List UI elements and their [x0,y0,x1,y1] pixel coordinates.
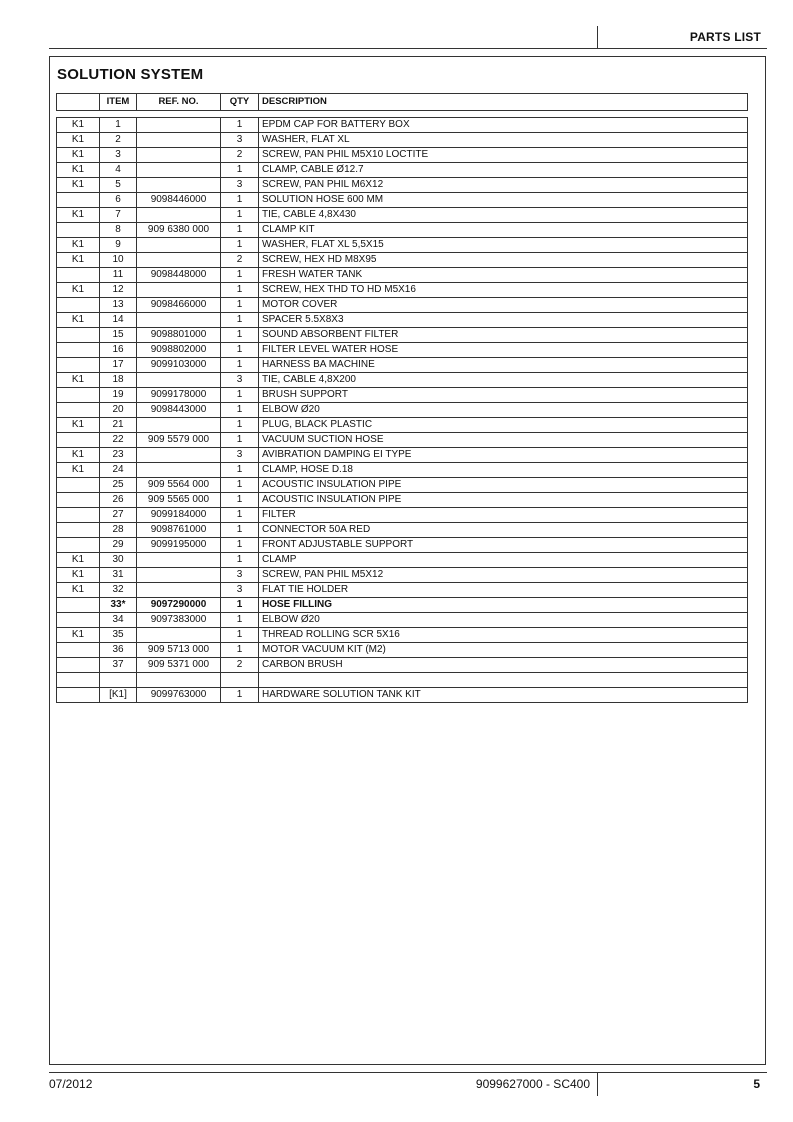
cell-kit [57,598,100,613]
parts-table-header [56,93,748,111]
cell-qty: 3 [221,583,259,598]
cell-item: 37 [100,658,137,673]
cell-ref-no [137,553,221,568]
cell-ref-no [137,673,221,688]
cell-ref-no: 9099195000 [137,538,221,553]
table-row [57,238,748,253]
cell-qty: 1 [221,388,259,403]
cell-kit: K1 [57,373,100,388]
cell-description: SOUND ABSORBENT FILTER [259,328,748,343]
cell-description: SOLUTION HOSE 600 MM [259,193,748,208]
cell-kit [57,268,100,283]
cell-qty: 1 [221,223,259,238]
footer-separator [597,1072,598,1096]
table-row [57,628,748,643]
cell-ref-no: 9099763000 [137,688,221,703]
cell-description: FRESH WATER TANK [259,268,748,283]
cell-kit [57,493,100,508]
table-row [57,163,748,178]
cell-description [259,673,748,688]
cell-kit: K1 [57,283,100,298]
cell-qty: 1 [221,208,259,223]
table-row [57,253,748,268]
table-row [57,448,748,463]
cell-item: 4 [100,163,137,178]
cell-item: 3 [100,148,137,163]
cell-ref-no [137,118,221,133]
cell-ref-no [137,448,221,463]
cell-ref-no [137,178,221,193]
section-title: SOLUTION SYSTEM [57,66,204,83]
parts-table-body [57,118,748,703]
cell-kit: K1 [57,628,100,643]
cell-qty: 1 [221,163,259,178]
cell-description: CLAMP KIT [259,223,748,238]
cell-description: HARNESS BA MACHINE [259,358,748,373]
cell-item: 17 [100,358,137,373]
cell-item: 14 [100,313,137,328]
cell-description: BRUSH SUPPORT [259,388,748,403]
cell-ref-no: 9097383000 [137,613,221,628]
cell-description: SPACER 5.5X8X3 [259,313,748,328]
cell-item: 13 [100,298,137,313]
cell-kit: K1 [57,463,100,478]
table-row [57,343,748,358]
cell-ref-no: 909 5371 000 [137,658,221,673]
cell-qty: 2 [221,658,259,673]
table-row [57,553,748,568]
cell-kit: K1 [57,163,100,178]
cell-qty: 3 [221,178,259,193]
cell-ref-no [137,163,221,178]
table-row [57,358,748,373]
cell-kit: K1 [57,313,100,328]
page-header-title: PARTS LIST [689,30,761,44]
table-row [57,403,748,418]
table-row [57,598,748,613]
cell-ref-no: 9099178000 [137,388,221,403]
table-row [57,508,748,523]
cell-qty: 1 [221,298,259,313]
cell-kit [57,223,100,238]
cell-qty: 1 [221,523,259,538]
cell-description: ACOUSTIC INSULATION PIPE [259,478,748,493]
cell-qty: 1 [221,313,259,328]
table-row [57,418,748,433]
cell-item: 32 [100,583,137,598]
cell-qty: 1 [221,628,259,643]
cell-item: 9 [100,238,137,253]
cell-item: 25 [100,478,137,493]
cell-item: [K1] [100,688,137,703]
cell-ref-no [137,628,221,643]
cell-description: WASHER, FLAT XL 5,5X15 [259,238,748,253]
table-row [57,538,748,553]
cell-description: MOTOR COVER [259,298,748,313]
table-row [57,583,748,598]
cell-description: THREAD ROLLING SCR 5X16 [259,628,748,643]
header-rule [49,48,767,49]
cell-ref-no: 9098448000 [137,268,221,283]
cell-ref-no [137,313,221,328]
cell-kit [57,538,100,553]
cell-ref-no: 909 5565 000 [137,493,221,508]
cell-item: 6 [100,193,137,208]
cell-item: 16 [100,343,137,358]
cell-kit [57,508,100,523]
table-row [57,658,748,673]
cell-kit: K1 [57,568,100,583]
cell-kit: K1 [57,253,100,268]
cell-ref-no [137,283,221,298]
cell-kit [57,193,100,208]
cell-ref-no: 9098443000 [137,403,221,418]
table-row [57,133,748,148]
cell-description: FILTER LEVEL WATER HOSE [259,343,748,358]
cell-description: FILTER [259,508,748,523]
cell-qty: 3 [221,448,259,463]
cell-description: CLAMP, HOSE D.18 [259,463,748,478]
cell-item: 15 [100,328,137,343]
table-row [57,568,748,583]
cell-qty: 3 [221,373,259,388]
cell-item: 35 [100,628,137,643]
cell-kit: K1 [57,208,100,223]
cell-qty: 1 [221,118,259,133]
cell-qty: 1 [221,598,259,613]
cell-description: CLAMP, CABLE Ø12.7 [259,163,748,178]
cell-description: TIE, CABLE 4,8X200 [259,373,748,388]
cell-item: 24 [100,463,137,478]
cell-item: 30 [100,553,137,568]
footer-page-number: 5 [753,1077,760,1091]
cell-description: SCREW, HEX THD TO HD M5X16 [259,283,748,298]
header-separator [597,26,598,48]
cell-kit: K1 [57,553,100,568]
cell-kit [57,673,100,688]
cell-kit: K1 [57,133,100,148]
cell-qty: 3 [221,133,259,148]
cell-item: 10 [100,253,137,268]
table-row [57,283,748,298]
cell-item: 19 [100,388,137,403]
cell-qty: 2 [221,253,259,268]
cell-kit: K1 [57,148,100,163]
cell-ref-no [137,373,221,388]
cell-ref-no [137,208,221,223]
cell-ref-no: 9099103000 [137,358,221,373]
table-row [57,193,748,208]
cell-item: 11 [100,268,137,283]
cell-item: 33* [100,598,137,613]
cell-kit: K1 [57,418,100,433]
cell-item: 34 [100,613,137,628]
cell-qty: 1 [221,553,259,568]
cell-description: SCREW, HEX HD M8X95 [259,253,748,268]
cell-kit [57,343,100,358]
cell-kit [57,433,100,448]
cell-description: EPDM CAP FOR BATTERY BOX [259,118,748,133]
cell-item: 12 [100,283,137,298]
cell-kit [57,478,100,493]
cell-qty: 1 [221,478,259,493]
table-row [57,478,748,493]
table-row [57,373,748,388]
table-row [57,208,748,223]
table-row [57,493,748,508]
cell-kit [57,298,100,313]
cell-ref-no [137,418,221,433]
cell-item: 31 [100,568,137,583]
cell-qty: 1 [221,418,259,433]
cell-qty: 1 [221,538,259,553]
header-row [57,94,748,111]
cell-item: 36 [100,643,137,658]
cell-description: ELBOW Ø20 [259,613,748,628]
cell-ref-no: 909 6380 000 [137,223,221,238]
cell-kit: K1 [57,118,100,133]
cell-kit [57,643,100,658]
cell-qty [221,673,259,688]
cell-qty: 1 [221,493,259,508]
table-row [57,613,748,628]
cell-ref-no: 909 5579 000 [137,433,221,448]
cell-qty: 1 [221,433,259,448]
cell-item: 1 [100,118,137,133]
cell-description: CARBON BRUSH [259,658,748,673]
cell-item: 7 [100,208,137,223]
cell-ref-no: 9098446000 [137,193,221,208]
cell-qty: 1 [221,268,259,283]
cell-description: TIE, CABLE 4,8X430 [259,208,748,223]
table-row [57,313,748,328]
cell-item: 5 [100,178,137,193]
table-row [57,268,748,283]
footer-document-number: 9099627000 - SC400 [475,1077,590,1091]
cell-description: VACUUM SUCTION HOSE [259,433,748,448]
cell-qty: 1 [221,343,259,358]
table-row [57,688,748,703]
cell-kit [57,328,100,343]
col-item-header: ITEM [100,94,137,111]
cell-ref-no: 9098761000 [137,523,221,538]
cell-description: FLAT TIE HOLDER [259,583,748,598]
cell-qty: 1 [221,283,259,298]
cell-item: 20 [100,403,137,418]
cell-kit: K1 [57,448,100,463]
cell-description: CONNECTOR 50A RED [259,523,748,538]
table-row [57,328,748,343]
cell-description: SCREW, PAN PHIL M5X12 [259,568,748,583]
cell-item: 2 [100,133,137,148]
col-qty-header: QTY [221,94,259,111]
cell-description: ELBOW Ø20 [259,403,748,418]
cell-ref-no: 9099184000 [137,508,221,523]
cell-ref-no [137,148,221,163]
col-desc-header: DESCRIPTION [259,94,748,111]
table-row [57,298,748,313]
cell-qty: 1 [221,193,259,208]
cell-description: HOSE FILLING [259,598,748,613]
table-row [57,388,748,403]
cell-kit [57,358,100,373]
cell-kit [57,403,100,418]
cell-ref-no [137,253,221,268]
cell-description: HARDWARE SOLUTION TANK KIT [259,688,748,703]
cell-ref-no: 909 5564 000 [137,478,221,493]
cell-kit [57,613,100,628]
cell-description: CLAMP [259,553,748,568]
cell-qty: 1 [221,463,259,478]
cell-qty: 1 [221,613,259,628]
cell-description: MOTOR VACUUM KIT (M2) [259,643,748,658]
table-row [57,223,748,238]
table-row [57,523,748,538]
cell-qty: 1 [221,688,259,703]
cell-qty: 1 [221,358,259,373]
cell-kit [57,688,100,703]
cell-ref-no: 9098802000 [137,343,221,358]
cell-kit [57,388,100,403]
table-row [57,673,748,688]
cell-ref-no: 909 5713 000 [137,643,221,658]
cell-qty: 1 [221,643,259,658]
cell-description: AVIBRATION DAMPING EI TYPE [259,448,748,463]
footer-date: 07/2012 [49,1077,93,1091]
cell-qty: 1 [221,403,259,418]
cell-qty: 1 [221,238,259,253]
table-row [57,643,748,658]
table-row [57,148,748,163]
cell-ref-no [137,583,221,598]
cell-ref-no: 9097290000 [137,598,221,613]
cell-ref-no [137,568,221,583]
col-kit-header [57,94,100,111]
cell-description: FRONT ADJUSTABLE SUPPORT [259,538,748,553]
cell-item: 18 [100,373,137,388]
footer-rule [49,1072,767,1073]
cell-item: 26 [100,493,137,508]
cell-ref-no: 9098466000 [137,298,221,313]
cell-ref-no [137,133,221,148]
table-row [57,433,748,448]
cell-description: PLUG, BLACK PLASTIC [259,418,748,433]
cell-item: 8 [100,223,137,238]
cell-qty: 3 [221,568,259,583]
cell-description: ACOUSTIC INSULATION PIPE [259,493,748,508]
cell-kit [57,658,100,673]
cell-item: 21 [100,418,137,433]
table-row [57,463,748,478]
cell-kit: K1 [57,583,100,598]
cell-qty: 2 [221,148,259,163]
cell-kit: K1 [57,238,100,253]
cell-kit: K1 [57,178,100,193]
cell-qty: 1 [221,328,259,343]
cell-description: SCREW, PAN PHIL M5X10 LOCTITE [259,148,748,163]
cell-ref-no [137,463,221,478]
cell-item: 28 [100,523,137,538]
cell-qty: 1 [221,508,259,523]
cell-item: 27 [100,508,137,523]
table-row [57,118,748,133]
table-row [57,178,748,193]
cell-kit [57,523,100,538]
cell-description: WASHER, FLAT XL [259,133,748,148]
parts-table [56,117,748,703]
cell-ref-no [137,238,221,253]
col-ref-header: REF. NO. [137,94,221,111]
cell-item: 29 [100,538,137,553]
cell-item: 22 [100,433,137,448]
cell-item: 23 [100,448,137,463]
cell-ref-no: 9098801000 [137,328,221,343]
cell-item [100,673,137,688]
cell-description: SCREW, PAN PHIL M6X12 [259,178,748,193]
